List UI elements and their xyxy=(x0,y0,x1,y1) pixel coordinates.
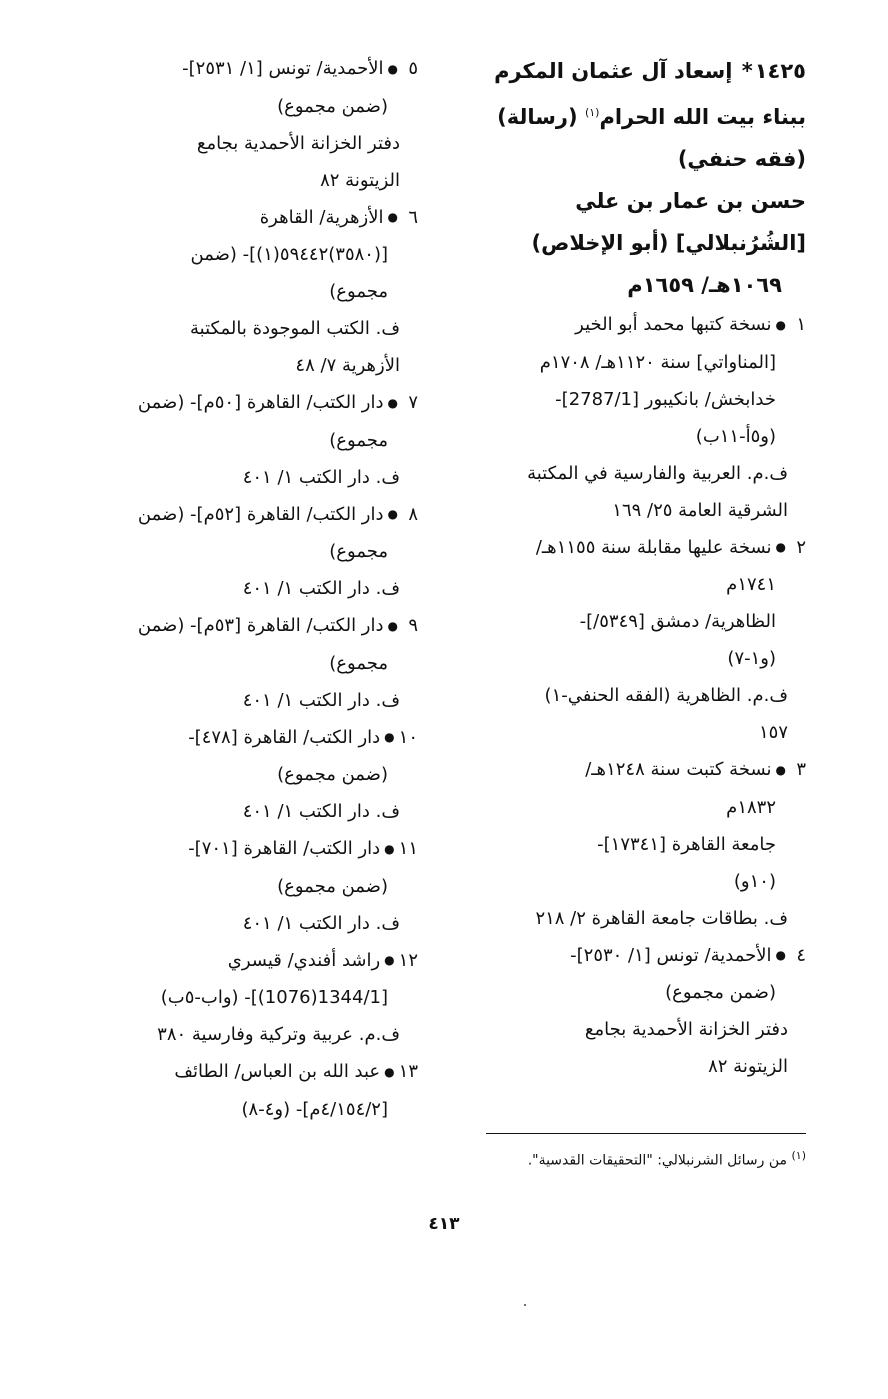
item-line: الظاهرية/ دمشق [٥٣٤٩/]- xyxy=(579,611,776,632)
item-number: ١٢ xyxy=(398,949,418,971)
entry-title-line-2 xyxy=(476,92,806,138)
item-catalog-reference: ١٥٧ xyxy=(758,722,788,743)
item-line: خدابخش/ بانكيبور [2787/1]- xyxy=(555,388,776,410)
manuscript-item xyxy=(78,942,418,1054)
item-text: عبد الله بن العباس/ الطائف xyxy=(174,1061,381,1082)
item-first-line xyxy=(476,529,806,567)
item-first-line xyxy=(78,942,418,980)
manuscript-item xyxy=(78,1053,418,1128)
bullet-icon: ● xyxy=(384,730,395,744)
manuscript-item xyxy=(78,199,418,385)
entry-title-2b: (رسالة) xyxy=(497,105,578,129)
item-catalog-reference: الأزهرية ٧/ ٤٨ xyxy=(295,355,400,376)
item-number: ١٠ xyxy=(398,726,418,748)
item-number: ٤ xyxy=(796,944,806,966)
item-line: [٤/١٥٤/٢م]- (و٤-٨) xyxy=(241,1098,388,1120)
item-line: (و٥أ-١١ب) xyxy=(695,425,776,447)
item-catalog-reference: ف. دار الكتب ١/ ٤٠١ xyxy=(242,578,400,599)
manuscript-item xyxy=(476,937,806,1086)
item-first-line xyxy=(78,496,418,534)
manuscript-item xyxy=(78,496,418,608)
manuscript-item xyxy=(476,751,806,937)
item-text: نسخة عليها مقابلة سنة ١١٥٥هـ/ xyxy=(535,536,772,558)
right-column xyxy=(476,50,806,1085)
item-text: الأحمدية/ تونس [١/ ٢٥٣٠]- xyxy=(570,944,772,966)
item-number: ٢ xyxy=(796,536,806,558)
item-first-line xyxy=(476,937,806,975)
footnote xyxy=(476,1145,806,1172)
entry-marker: * xyxy=(741,59,753,83)
item-first-line xyxy=(78,1053,418,1091)
bullet-icon: ● xyxy=(384,953,395,967)
bullet-icon: ● xyxy=(387,61,398,76)
item-number: ٨ xyxy=(408,503,418,525)
item-number: ١ xyxy=(796,314,806,335)
item-catalog-reference: ف. دار الكتب ١/ ٤٠١ xyxy=(242,801,400,822)
item-text: نسخة كتبها محمد أبو الخير xyxy=(575,314,772,335)
entry-author-1: حسن بن عمار بن علي xyxy=(575,189,806,213)
entry-subject: (فقه حنفي) xyxy=(677,147,806,171)
entry-title-line-1 xyxy=(476,50,806,92)
item-first-line xyxy=(476,751,806,789)
manuscript-item xyxy=(476,306,806,529)
item-number: ١١ xyxy=(398,838,418,859)
item-line: [(٣٥٨٠)٥٩٤٤٢(١)]- (ضمن xyxy=(190,244,388,265)
page-number: ٤١٣ xyxy=(428,1214,460,1234)
item-line: مجموع) xyxy=(329,281,388,302)
item-line: ١٧٤١م xyxy=(726,574,776,595)
item-text: الأحمدية/ تونس [١/ ٢٥٣١]- xyxy=(182,58,384,79)
item-catalog-reference: دفتر الخزانة الأحمدية بجامع xyxy=(196,132,400,154)
item-line: ١٨٣٢م xyxy=(726,796,776,818)
item-first-line xyxy=(78,50,418,88)
item-line: جامعة القاهرة [١٧٣٤١]- xyxy=(597,833,776,855)
entry-title-2: ببناء بيت الله الحرام xyxy=(599,105,806,129)
item-line: (ضمن مجموع) xyxy=(277,95,388,117)
item-text: راشد أفندي/ قيسري xyxy=(227,949,381,971)
manuscript-item xyxy=(476,529,806,752)
item-catalog-reference: دفتر الخزانة الأحمدية بجامع xyxy=(584,1019,788,1040)
item-catalog-reference: ف. الكتب الموجودة بالمكتبة xyxy=(190,318,400,339)
left-items xyxy=(78,50,418,1128)
item-first-line xyxy=(78,830,418,868)
item-catalog-reference: ف.م. عربية وتركية وفارسية ٣٨٠ xyxy=(157,1024,400,1045)
item-number: ٥ xyxy=(408,58,418,79)
bullet-icon: ● xyxy=(775,762,786,777)
item-number: ٦ xyxy=(408,206,418,228)
item-line: [المناواتي] سنة ١١٢٠هـ/ ١٧٠٨م xyxy=(539,351,776,373)
item-line: (١٠و) xyxy=(733,870,776,892)
item-line: (ضمن مجموع) xyxy=(665,982,776,1003)
manuscript-item xyxy=(78,719,418,831)
manuscript-item xyxy=(78,830,418,942)
item-number: ٧ xyxy=(408,392,418,413)
item-catalog-reference: ف. دار الكتب ١/ ٤٠١ xyxy=(242,912,400,934)
bullet-icon: ● xyxy=(387,507,398,521)
item-text: دار الكتب/ القاهرة [٥٢م]- (ضمن xyxy=(137,503,384,525)
footnote-reference: (١) xyxy=(584,106,600,119)
footnote-text: من رسائل الشرنبلالي: "التحقيقات القدسية". xyxy=(527,1152,788,1169)
footnote-mark: (١) xyxy=(791,1149,806,1162)
item-number: ١٣ xyxy=(398,1061,418,1082)
scan-speck xyxy=(524,1304,526,1306)
bullet-icon: ● xyxy=(387,395,398,410)
bullet-icon: ● xyxy=(387,618,398,633)
item-number: ٩ xyxy=(408,615,418,636)
left-column xyxy=(78,50,418,1128)
item-line: (ضمن مجموع) xyxy=(277,875,388,897)
bullet-icon: ● xyxy=(384,1064,395,1079)
item-catalog-reference: ف. بطاقات جامعة القاهرة ٢/ ٢١٨ xyxy=(535,907,788,929)
item-line: مجموع) xyxy=(329,652,388,674)
item-text: نسخة كتبت سنة ١٢٤٨هـ/ xyxy=(585,759,772,780)
bullet-icon: ● xyxy=(775,540,786,554)
item-text: دار الكتب/ القاهرة [٥٣م]- (ضمن xyxy=(137,615,384,636)
entry-dates: ١٠٦٩هـ/ ١٦٥٩م xyxy=(627,273,782,297)
item-catalog-reference: الشرقية العامة ٢٥/ ١٦٩ xyxy=(612,499,788,521)
bullet-icon: ● xyxy=(775,317,786,332)
item-catalog-reference: ف.م. الظاهرية (الفقه الحنفي-١) xyxy=(544,685,788,706)
item-catalog-reference: الزيتونة ٨٢ xyxy=(708,1056,788,1077)
item-catalog-reference: ف. دار الكتب ١/ ٤٠١ xyxy=(242,689,400,711)
item-line: مجموع) xyxy=(329,429,388,451)
manuscript-item xyxy=(78,384,418,496)
bullet-icon: ● xyxy=(387,210,398,224)
item-text: الأزهرية/ القاهرة xyxy=(259,206,384,228)
item-first-line xyxy=(78,384,418,422)
footnote-rule xyxy=(486,1133,806,1134)
item-catalog-reference: ف.م. العربية والفارسية في المكتبة xyxy=(527,462,788,484)
item-number: ٣ xyxy=(796,759,806,780)
entry-title-1: إسعاد آل عثمان المكرم xyxy=(494,59,733,83)
item-catalog-reference: الزيتونة ٨٢ xyxy=(320,169,400,191)
item-line: [1344/1(1076)]- (واب-٥ب) xyxy=(160,987,388,1008)
item-line: (و١-٧) xyxy=(727,648,776,669)
entry-author-2: [الشُرُنبلالي] (أبو الإخلاص) xyxy=(531,231,806,255)
item-line: (ضمن مجموع) xyxy=(277,764,388,785)
right-items xyxy=(476,306,806,1085)
manuscript-item xyxy=(78,50,418,199)
item-line: مجموع) xyxy=(329,541,388,562)
item-catalog-reference: ف. دار الكتب ١/ ٤٠١ xyxy=(242,466,400,488)
item-text: دار الكتب/ القاهرة [٤٧٨]- xyxy=(188,726,381,748)
item-first-line xyxy=(476,306,806,344)
item-text: دار الكتب/ القاهرة [٥٠م]- (ضمن xyxy=(137,392,384,413)
item-text: دار الكتب/ القاهرة [٧٠١]- xyxy=(188,838,381,859)
item-first-line xyxy=(78,719,418,757)
bullet-icon: ● xyxy=(775,948,786,962)
item-first-line xyxy=(78,199,418,237)
bullet-icon: ● xyxy=(384,841,395,856)
entry-number: ١٤٢٥ xyxy=(754,59,806,83)
entry-heading xyxy=(476,50,806,306)
item-first-line xyxy=(78,607,418,645)
manuscript-item xyxy=(78,607,418,719)
